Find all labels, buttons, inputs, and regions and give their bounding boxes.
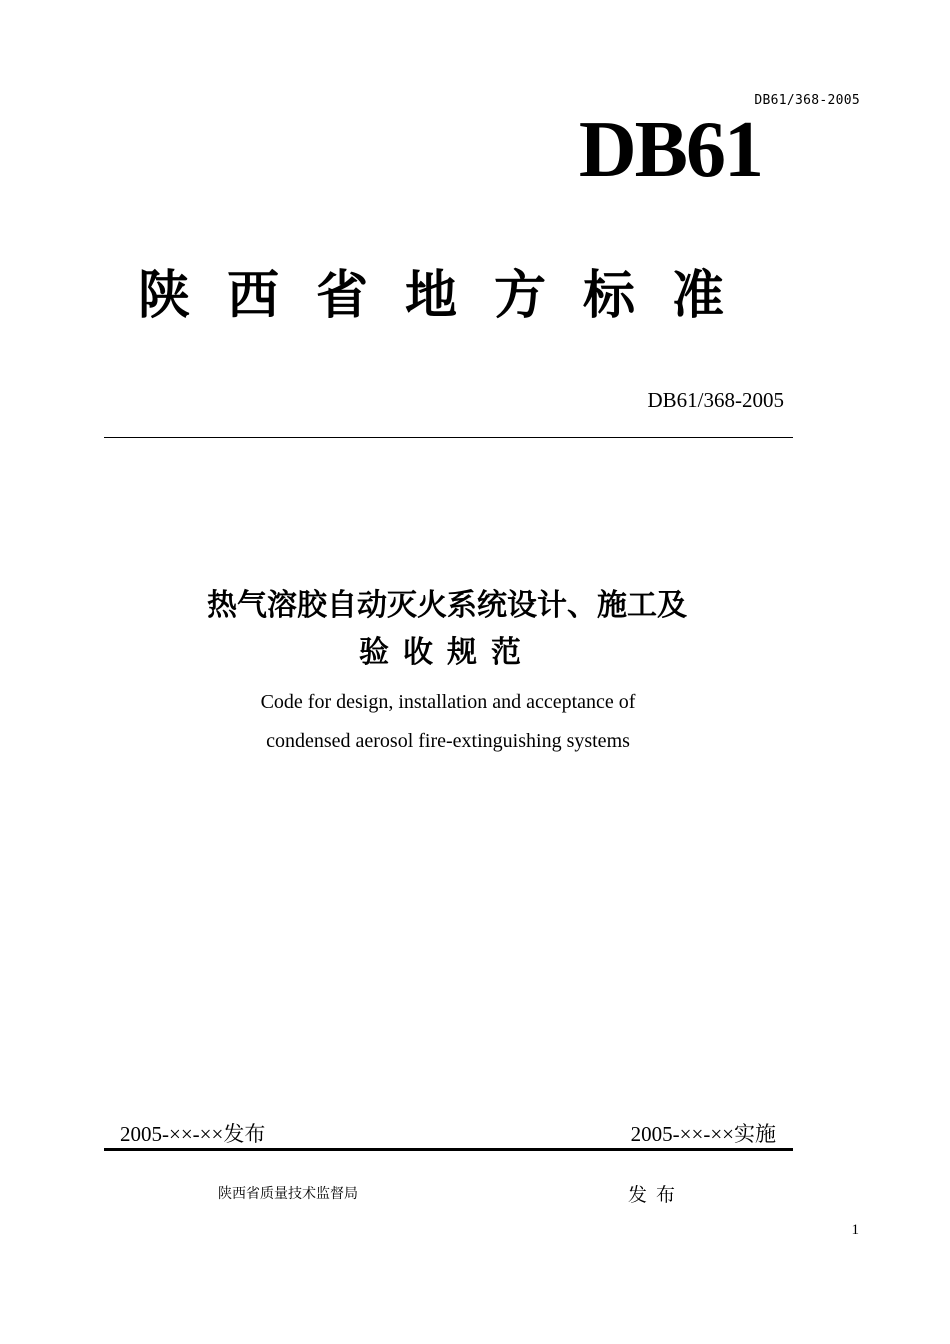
issue-label: 发布 [628,1184,685,1206]
standard-number: DB61/368-2005 [647,388,784,412]
bottom-divider [104,1148,793,1151]
standard-logo: DB61 [578,106,762,194]
header-document-code: DB61/368-2005 [754,93,860,108]
implement-date: 2005-××-××实施 [630,1122,776,1146]
issuing-authority: 陕西省质量技术监督局 [218,1186,358,1202]
province-standard-title: 陕西省地方标准 [138,266,762,326]
page-number: 1 [851,1222,859,1238]
publish-date: 2005-××-××发布 [120,1122,266,1146]
chinese-title-line-1: 热气溶胶自动灭火系统设计、施工及 [207,588,687,623]
english-title-line-1: Code for design, installation and acceptance of [260,691,636,713]
top-divider [104,437,793,438]
chinese-title-line-2: 验收规范 [359,635,535,670]
english-title-line-2: condensed aerosol fire-extinguishing systems [266,730,630,752]
